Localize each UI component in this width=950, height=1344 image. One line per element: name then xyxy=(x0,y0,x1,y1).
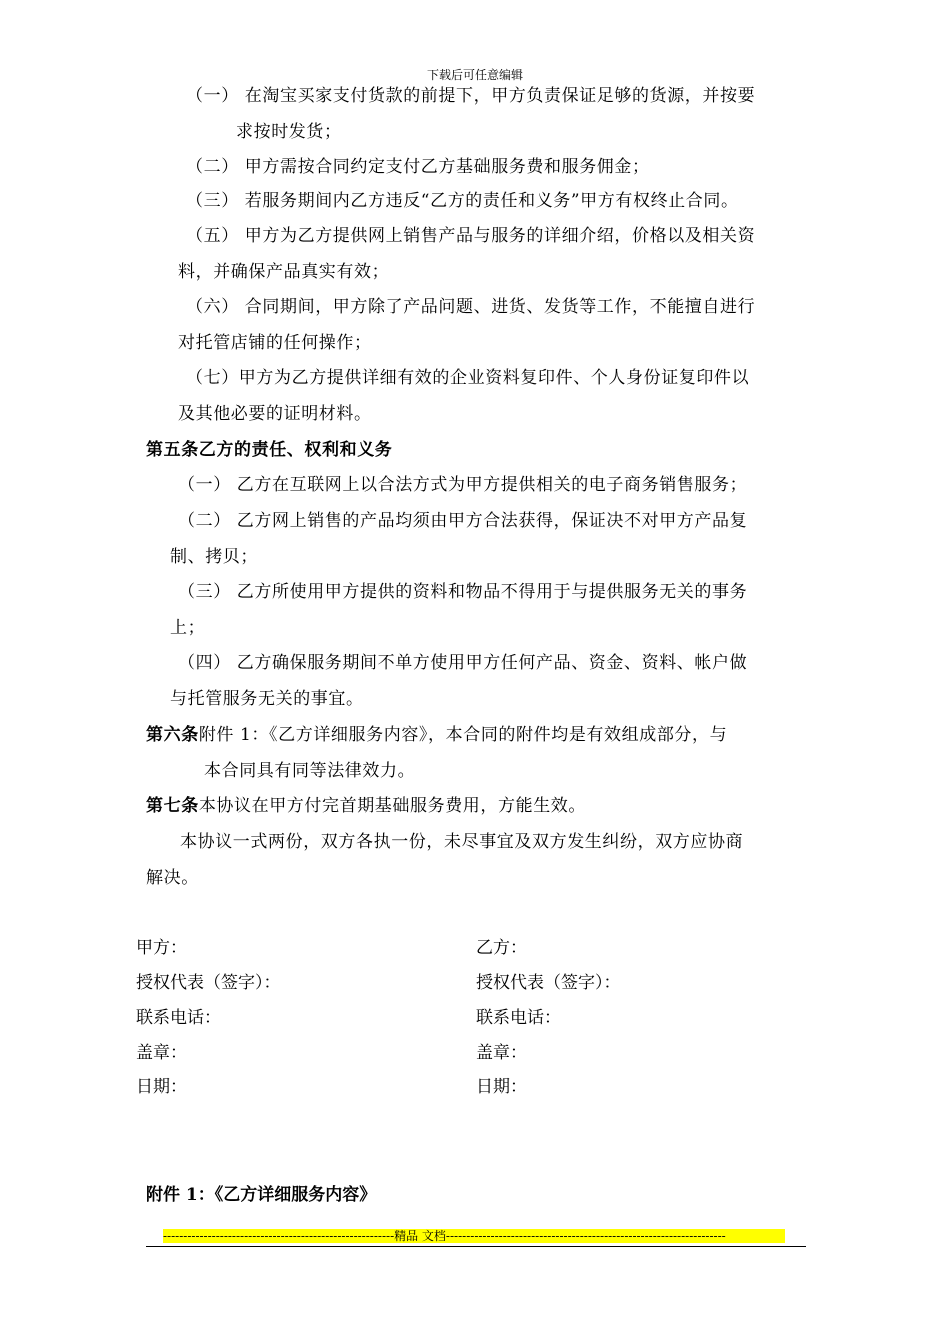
closing-paragraph: 本协议一式两份，双方各执一份，未尽事宜及双方发生纠纷，双方应协商 xyxy=(180,832,744,852)
list-item-line: （三） 乙方所使用甲方提供的资料和物品不得用于与提供服务无关的事务 xyxy=(178,582,748,602)
footer-rule xyxy=(146,1246,806,1247)
article-6 xyxy=(146,723,727,747)
article-text: 本协议在甲方付完首期基础服务费用，方能生效。 xyxy=(198,796,587,816)
section-heading: 第五条乙方的责任、权利和义务 xyxy=(146,440,393,460)
article-label: 第六条 xyxy=(146,725,199,745)
signature-phone-b: 联系电话： xyxy=(476,1008,561,1028)
list-item-line: （四） 乙方确保服务期间不单方使用甲方任何产品、资金、资料、帐户做 xyxy=(178,653,748,673)
list-item-line: （二） 甲方需按合同约定支付乙方基础服务费和服务佣金； xyxy=(186,157,650,177)
list-item-line: 上； xyxy=(170,618,206,638)
signature-date-a: 日期： xyxy=(136,1077,187,1097)
list-item-line: （七）甲方为乙方提供详细有效的企业资料复印件、个人身份证复印件以 xyxy=(186,368,750,388)
closing-paragraph-cont: 解决。 xyxy=(146,868,199,888)
article-label: 第七条 xyxy=(146,796,199,816)
list-item-line: （三） 若服务期间内乙方违反“乙方的责任和义务”甲方有权终止合同。 xyxy=(186,191,739,211)
list-item-line: 求按时发货； xyxy=(236,122,342,142)
list-item-line: （一） 在淘宝买家支付货款的前提下，甲方负责保证足够的货源，并按要 xyxy=(186,86,756,106)
signature-party-b: 乙方： xyxy=(476,938,527,958)
list-item-line: （五） 甲方为乙方提供网上销售产品与服务的详细介绍，价格以及相关资 xyxy=(186,226,756,246)
signature-seal-b: 盖章： xyxy=(476,1043,527,1063)
article-7 xyxy=(146,794,586,818)
article-text: 附件 1：《乙方详细服务内容》，本合同的附件均是有效组成部分，与 xyxy=(198,725,728,745)
signature-party-a: 甲方： xyxy=(136,938,187,958)
list-item-line: 料，并确保产品真实有效； xyxy=(178,262,390,282)
list-item-line: 与托管服务无关的事宜。 xyxy=(170,689,364,709)
signature-seal-a: 盖章： xyxy=(136,1043,187,1063)
list-item-line: （一） 乙方在互联网上以合法方式为甲方提供相关的电子商务销售服务； xyxy=(178,475,748,495)
signature-date-b: 日期： xyxy=(476,1077,527,1097)
header-note: 下载后可任意编辑 xyxy=(426,68,523,82)
signature-rep-a: 授权代表（签字）： xyxy=(136,973,281,993)
list-item-line: 制、拷贝； xyxy=(170,547,258,567)
list-item-line: （二） 乙方网上销售的产品均须由甲方合法获得，保证决不对甲方产品复 xyxy=(178,511,748,531)
signature-phone-a: 联系电话： xyxy=(136,1008,221,1028)
footer-band: ---------------------------------------------------------精品 文档--------------------------------------------------------------------- xyxy=(163,1229,785,1243)
appendix-title: 附件 1：《乙方详细服务内容》 xyxy=(146,1185,377,1205)
list-item-line: 及其他必要的证明材料。 xyxy=(178,404,372,424)
signature-rep-b: 授权代表（签字）： xyxy=(476,973,621,993)
list-item-line: 对托管店铺的任何操作； xyxy=(178,333,372,353)
article-text-cont: 本合同具有同等法律效力。 xyxy=(204,761,416,781)
list-item-line: （六） 合同期间，甲方除了产品问题、进货、发货等工作，不能擅自进行 xyxy=(186,297,756,317)
